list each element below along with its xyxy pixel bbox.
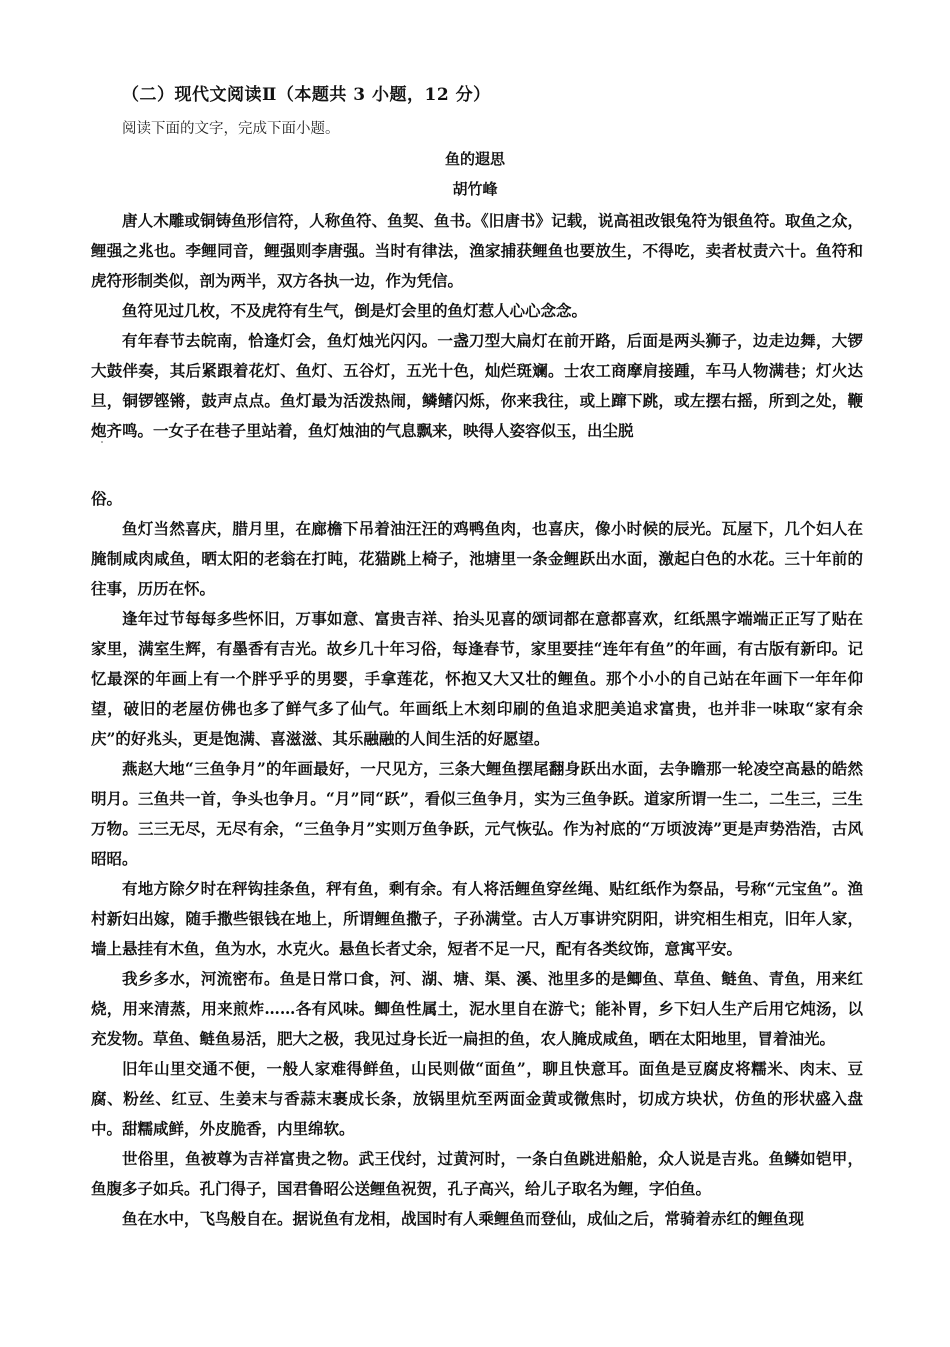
paragraph-yudeng-intro: 鱼符见过几枚，不及虎符有生气，倒是灯会里的鱼灯惹人心心念念。 xyxy=(122,301,588,320)
article-title: 鱼的遐思 xyxy=(444,150,505,168)
paragraph-hometown-fish: 我乡多水，河流密布。鱼是日常口食，河、湖、塘、渠、溪、池里多的是鲫鱼、草鱼、鲢鱼、青鱼，用来红烧，用来清蒸，用来煎炸……各有风味。鲫鱼性属土，泥水里自在游弋；能补胃，乡下妇人生产后用它炖汤，以充发物。草鱼、鲢鱼易活，肥大之极，我见过身长近一扁担的鱼，农人腌成咸鱼，晒在太阳地里，冒着油光。 xyxy=(91,969,863,1048)
reading-instruction: 阅读下面的文字，完成下面小题。 xyxy=(122,121,340,137)
paragraph-mianyu: 旧年山里交通不便，一般人家难得鲜鱼，山民则做“面鱼”，聊且快意耳。面鱼是豆腐皮将糯米、肉末、豆腐、粉丝、红豆、生姜末与香蒜末裹成长条，放锅里炕至两面金黄或微焦时，切成方块状，仿鱼的形状盛入盘中。甜糯咸鲜，外皮脆香，内里绵软。 xyxy=(91,1059,863,1138)
article-author: 胡竹峰 xyxy=(452,180,498,198)
paragraph-festive-memories: 鱼灯当然喜庆，腊月里，在廊檐下吊着油汪汪的鸡鸭鱼肉，也喜庆，像小时候的辰光。瓦屋下，几个妇人在腌制咸肉咸鱼，晒太阳的老翁在打盹，花猫跳上椅子，池塘里一条金鲤跃出水面，激起白色的水花。三十年前的往事，历历在怀。 xyxy=(91,519,863,598)
paragraph-auspicious: 世俗里，鱼被尊为吉祥富贵之物。武王伐纣，过黄河时，一条白鱼跳进船舱，众人说是吉兆。鱼鳞如铠甲，鱼腹多子如兵。孔门得子，国君鲁昭公送鲤鱼祝贺，孔子高兴，给儿子取名为鲤，字伯鱼。 xyxy=(91,1149,863,1198)
paragraph-continuation: 俗。 xyxy=(91,489,123,508)
paragraph-lantern-festival: 有年春节去皖南，恰逢灯会，鱼灯烛光闪闪。一盏刀型大扁灯在前开路，后面是两头狮子，边走边舞，大锣大鼓伴奏，其后紧跟着花灯、鱼灯、五谷灯，五光十色，灿烂斑斓。士农工商摩肩接踵，车马人物满巷；灯火达旦，铜锣铿锵，鼓声点点。鱼灯最为活泼热闹，鳞鳍闪烁，你来我往，或上蹿下跳，或左摆右摇，所到之处，鞭炮齐鸣。一女子在巷子里站着，鱼灯烛油的气息飘来，映得人姿容似玉，出尘脱 xyxy=(91,331,863,440)
paragraph-dragon-fish: 鱼在水中，飞鸟般自在。据说鱼有龙相，战国时有人乘鲤鱼而登仙，成仙之后，常骑着赤红的鲤鱼现 xyxy=(122,1209,805,1228)
paragraph-three-fish: 燕赵大地“三鱼争月”的年画最好，一尺见方，三条大鲤鱼摆尾翻身跃出水面，去争瞻那一轮凌空高悬的皓然明月。三鱼共一首，争头也争月。“月”同“跃”，看似三鱼争月，实为三鱼争跃。道家所谓一生二，二生三，三生万物。三三无尽，无尽有余，“三鱼争月”实则万鱼争跃，元气恢弘。作为衬底的“万顷波涛”更是声势浩浩，古风昭昭。 xyxy=(91,759,863,868)
paragraph-customs: 有地方除夕时在秤钩挂条鱼，秤有鱼，剩有余。有人将活鲤鱼穿丝绳、贴红纸作为祭品，号称“元宝鱼”。渔村新妇出嫁，随手撒些银钱在地上，所谓鲤鱼撒子，子孙满堂。古人万事讲究阴阳，讲究相生相克，旧年人家，墙上悬挂有木鱼，鱼为水，水克火。悬鱼长者丈余，短者不足一尺，配有各类纹饰，意寓平安。 xyxy=(91,879,863,958)
paragraph-new-year-painting: 逢年过节每每多些怀旧，万事如意、富贵吉祥、抬头见喜的颂词都在意都喜欢，红纸黑字端端正正写了贴在家里，满室生辉，有墨香有吉光。故乡几十年习俗，每逢春节，家里要挂“连年有鱼”的年画，有古版有新印。记忆最深的年画上有一个胖乎乎的男婴，手拿莲花，怀抱又大又壮的鲤鱼。那个小小的自己站在年画下一年年仰望，破旧的老屋仿佛也多了鲜气多了仙气。年画纸上木刻印刷的鱼追求肥美追求富贵，也并非一味取“家有余庆”的好兆头，更是饱满、喜滋滋、其乐融融的人间生活的好愿望。 xyxy=(91,609,863,748)
article-body xyxy=(91,206,863,1234)
paragraph-yufu: 唐人木雕或铜铸鱼形信符，人称鱼符、鱼契、鱼书。《旧唐书》记载，说高祖改银兔符为银鱼符。取鱼之众，鲤强之兆也。李鲤同音，鲤强则李唐强。当时有律法，渔家捕获鲤鱼也要放生，不得吃，卖者杖责六十。鱼符和虎符形制类似，剖为两半，双方各执一边，作为凭信。 xyxy=(91,211,863,290)
section-title: （二）现代文阅读Ⅱ（本题共 3 小题，12 分） xyxy=(122,85,491,105)
